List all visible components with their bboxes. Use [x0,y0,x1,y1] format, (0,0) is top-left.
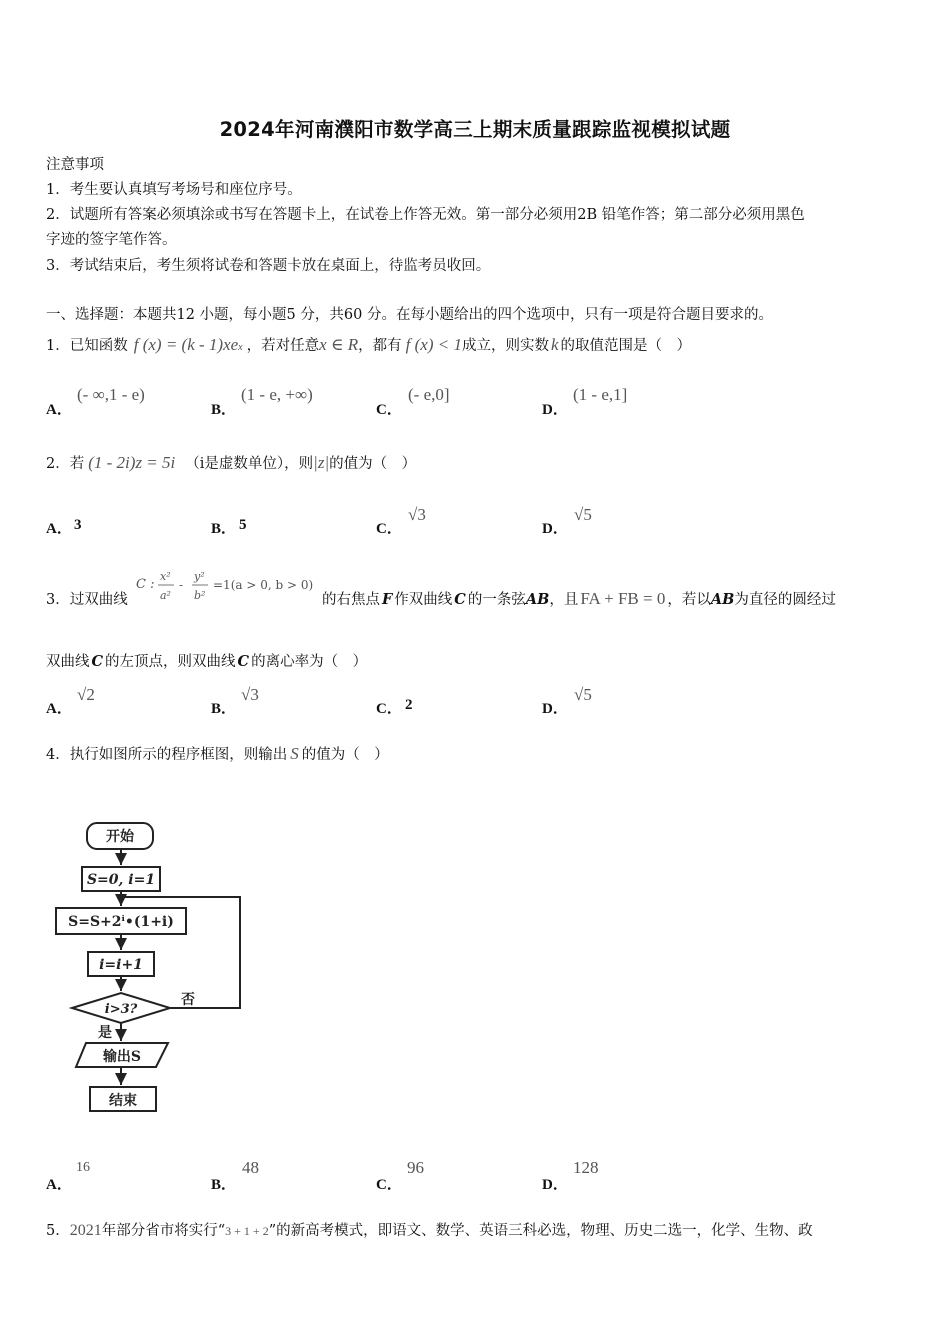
q1-option-d-value: (1 - e,1] [573,385,628,404]
q3-vector-condition: FA + FB = 0 [580,589,666,608]
q3-text: 为直径的圆经过 [734,592,836,608]
flow-no-label: 否 [181,992,195,1008]
notice-item: 3．考试结束后，考生须将试卷和答题卡放在桌面上，待监考员收回。 [46,258,491,274]
q1-text: ，若对任意 [246,338,320,354]
q1-option-d-label: D． [542,402,568,418]
question-5 [46,1219,813,1240]
q4-tail: 的值为（ ） [301,747,389,763]
question-4 [46,743,389,764]
q2-option-b-label: B． [211,521,237,537]
flow-end-label: 结束 [109,1093,137,1109]
q3-C: C [454,591,466,608]
q2-equation: (1 - 2i)z = 5i [88,453,176,472]
notice-item: 字迹的签字笔作答。 [46,232,177,248]
question-3-line-1 [322,588,836,609]
q2-option-d-label: D． [542,521,568,537]
q1-function-exponent: x [238,342,243,353]
svg-text:a²: a² [160,589,171,602]
q3-text: 双曲线 [46,654,90,670]
q3-F: F [382,591,393,608]
q3-option-c-label: C． [376,701,402,717]
q3-curve [136,566,320,612]
q2-option-a-value: 3 [74,517,82,533]
page-title: 2024年河南濮阳市数学高三上期末质量跟踪监视模拟试题 [219,118,731,141]
q2-option-d-value: √5 [574,505,592,524]
q1-option-b-value: (1 - e, +∞) [241,385,313,404]
q2-tail: 的值为（ ） [329,456,417,472]
svg-text:b²: b² [194,589,206,602]
q3-option-c-value: 2 [405,697,413,713]
q2-option-b-value: 5 [239,517,247,533]
program-flowchart [44,815,254,1125]
svg-text:y²: y² [194,570,205,583]
q3-option-a-value: √2 [77,685,95,704]
q3-C: C [237,653,250,670]
section-heading: 一、选择题：本题共12 小题，每小题5 分，共60 分。在每小题给出的四个选项中，只有一项是符合题目要求的。 [46,307,773,323]
q4-S: S [290,744,299,763]
q3-AB: AB [710,591,735,608]
notice-item: 1．考生要认真填写考场号和座位序号。 [46,182,302,198]
q2-option-c-label: C． [376,521,402,537]
q1-condition: f (x) < 1 [405,335,462,354]
q1-domain: x ∈ R [319,335,359,354]
q4-option-c-value: 96 [407,1158,424,1177]
flow-output-label: 输出S [102,1049,142,1065]
q3-AB: AB [525,591,550,608]
q3-text: 的右焦点 [322,592,380,608]
q5-tail: ”的新高考模式，即语文、数学、英语三科必选，物理、历史二选一，化学、生物、政 [268,1223,813,1239]
q1-tail: 的取值范围是（ ） [560,338,691,354]
q5-text: 年部分省市将实行“ [101,1223,226,1239]
notice-heading: 注意事项 [46,157,104,173]
q3-number: 3．过双曲线 [46,592,128,608]
flow-yes-label: 是 [98,1025,112,1041]
svg-text:-: - [179,578,184,592]
q3-option-d-value: √5 [574,685,592,704]
q4-option-d-label: D． [542,1177,568,1193]
question-1 [46,334,691,355]
q4-option-d-value: 128 [573,1158,599,1177]
q3-option-b-value: √3 [241,685,259,704]
q4-option-a-value: 16 [76,1160,90,1175]
q4-option-c-label: C． [376,1177,402,1193]
flow-increment-label: i=i+1 [99,957,143,973]
q3-text: 的一条弦 [467,592,526,608]
q4-option-b-label: B． [211,1177,237,1193]
q1-function: f (x) = (k - 1)xe [133,335,239,354]
q2-option-c-value: √3 [408,505,426,524]
q3-option-a-label: A． [46,701,72,717]
q3-text: 的左顶点，则双曲线 [105,654,236,670]
q2-text: （i是虚数单位），则 [185,456,314,472]
q3-C: C [91,653,104,670]
q5-year: 2021 [69,1222,102,1239]
q2-abs-z: |z| [313,453,330,472]
q1-option-a-label: A． [46,402,72,418]
question-2 [46,452,416,473]
q3-text: ，且 [549,592,579,608]
q1-option-b-label: B． [211,402,237,418]
flow-start-label: 开始 [106,829,134,845]
q1-option-c-label: C． [376,402,402,418]
svg-text:=1(a > 0, b > 0): =1(a > 0, b > 0) [213,578,314,592]
question-3-line-2 [46,650,367,671]
q1-k: k [550,335,559,354]
q3-tail: 的离心率为（ ） [251,654,368,670]
q4-option-b-value: 48 [242,1158,259,1177]
q5-number: 5． [46,1223,70,1239]
q4-number: 4．执行如图所示的程序框图，则输出 [46,747,288,763]
q2-number: 2．若 [46,456,85,472]
notice-item: 2．试题所有答案必须填涂或书写在答题卡上，在试卷上作答无效。第一部分必须用2B 铅笔作答；第二部分必须用黑色 [46,207,805,223]
q3-option-b-label: B． [211,701,237,717]
q1-option-c-value: (- e,0] [408,385,450,404]
q4-option-a-label: A． [46,1177,72,1193]
q1-number: 1．已知函数 [46,338,128,354]
q1-option-a-value: (- ∞,1 - e) [77,385,145,404]
q3-option-d-label: D． [542,701,568,717]
flow-update-label: S=S+2ⁱ•(1+i) [68,914,174,930]
q1-text: 成立，则实数 [461,338,549,354]
svg-text:C :: C : [136,577,155,592]
svg-text:x²: x² [160,570,171,583]
q3-text: 作双曲线 [394,592,453,608]
q5-mode: 3 + 1 + 2 [225,1224,269,1238]
hyperbola-equation [136,566,320,608]
flow-condition-label: i>3? [104,1002,138,1017]
q2-option-a-label: A． [46,521,72,537]
q1-text: ，都有 [358,338,402,354]
q3-text: ，若以 [667,592,711,608]
flow-init-label: S=0, i=1 [86,872,156,888]
